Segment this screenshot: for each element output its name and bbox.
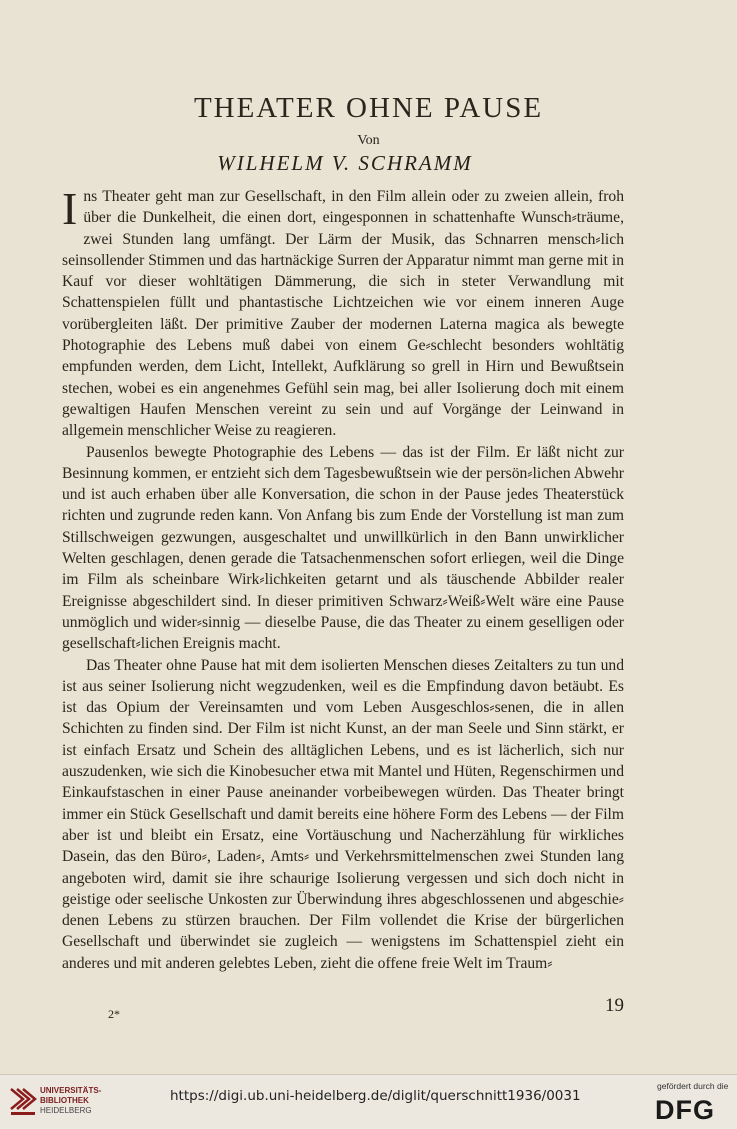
dfg-logo: DFG [655,1095,715,1125]
viewer-footer [0,1074,737,1129]
page-number: 19 [605,995,624,1016]
paragraph-3: Das Theater ohne Pause hat mit dem isolierten Menschen dieses Zeitalters zu tun und ist aus seiner Isolierung nicht wegzudenken, weil es die Empfindung davon betäubt. Es ist das Opium der Vereinsamten und vom Leben Ausgeschlos⸗senen, die in allen Schichten zu finden sind. Der Film ist nicht Kunst, an der man Seele und Sinn stärkt, er ist einfach Ersatz und Schein des alltäglichen Lebens, und es ist lächerlich, sich nur auszudenken, wie sich die Kinobesucher etwa mit Mantel und Hüten, Regenschirmen und Einkaufstaschen in einer Pause aneinander vorbeibewegen würden. Das Theater bringt immer ein Stück Gesellschaft und damit bereits eine höhere Form des Lebens — der Film aber ist und bleibt ein Ersatz, eine Vortäuschung und Nacherzählung für wirkliches Dasein, das den Büro⸗, Laden⸗, Amts⸗ und Verkehrsmittelmenschen zwei Stunden lang angeboten wird, damit sie ihre schaurige Isolierung vergessen und sich doch nicht in geistige oder seelische Unkosten zur Überwindung ihres abgeschlossenen und abgeschie⸗denen Lebens zu stürzen brauchen. Der Film vollendet die Krise der bürgerlichen Gesellschaft und überwindet sie zugleich — wenigstens im Schattenspiel zieht ein anderes und mit anderen gelebtes Leben, zieht die offene freie Welt im Traum⸗ [62,656,624,972]
signature-mark: 2* [108,1007,120,1021]
library-name: UNIVERSITÄTS- BIBLIOTHEK HEIDELBERG [40,1086,102,1115]
paragraph-1 [62,183,624,442]
funding-note: gefördert durch die [657,1081,729,1091]
university-logo-icon [9,1085,37,1117]
article-author: WILHELM V. SCHRAMM [217,151,473,175]
paragraph-2: Pausenlos bewegte Photographie des Lebens — das ist der Film. Er läßt nicht zur Besinnung kommen, er entzieht sich dem Tagesbewußtsein wie der persön⸗lichen Abwehr und ist auch erhaben über alle Konversation, die schon in der Pause jedes Theaterstück richten und zugrunde reden kann. Von Anfang bis zum Ende der Vorstellung ist man zum Stillschweigen gezwungen, ausgeschaltet und unwillkürlich in den Bann unwirklicher Welten geschlagen, denen gerade die Tatsachenmenschen sofort erliegen, weil die Dinge im Film als scheinbare Wirk⸗lichkeiten getarnt und als täuschende Abbilder realer Ereignisse abgeschildert sind. In dieser primitiven Schwarz⸗Weiß⸗Welt wäre eine Pause unmöglich und wider⸗sinnig — dieselbe Pause, die das Theater zu einem geselligen oder gesellschaft⸗lichen Ereignis macht. [62,443,624,653]
article-body [62,183,624,974]
drop-cap: I [62,183,78,234]
article-title: THEATER OHNE PAUSE [193,92,544,124]
paragraph-1-text: ns Theater geht man zur Gesellschaft, in den Film allein oder zu zweien allein, froh über die Dunkelheit, die einen dort, eingesponnen in schattenhafte Wunsch⸗träume, zwei Stunden lang umfängt. Der Lärm der Musik, das Schnarren mensch⸗lich seinsollender Stimmen und das hartnäckige Surren der Apparatur nimmt man gerne mit in Kauf vor dieser wohltätigen Dämmerung, die sich in steter Verwandlung mit Schattenspielen füllt und phantastische Lichtzeichen wie vor einem inneren Auge vorübergleiten läßt. Der primitive Zauber der modernen Laterna magica als bewegte Photographie des Lebens muß dabei von einem Ge⸗schlecht besonders wohltätig empfunden werden, dem Licht, Intellekt, Aufklärung so grell in Hirn und Bewußtsein stechen, wobei es ein angenehmes Gefühl sein mag, bei aller Isolierung doch mit einem gewaltigen Haufen Menschen vereint zu sein und auf Vorgänge der Leinwand in allgemein menschlicher Weise zu reagieren. [62,188,624,440]
permalink-link[interactable]: https://digi.ub.uni-heidelberg.de/diglit/querschnitt1936/0031 [170,1088,581,1104]
byline-von: Von [357,133,380,148]
